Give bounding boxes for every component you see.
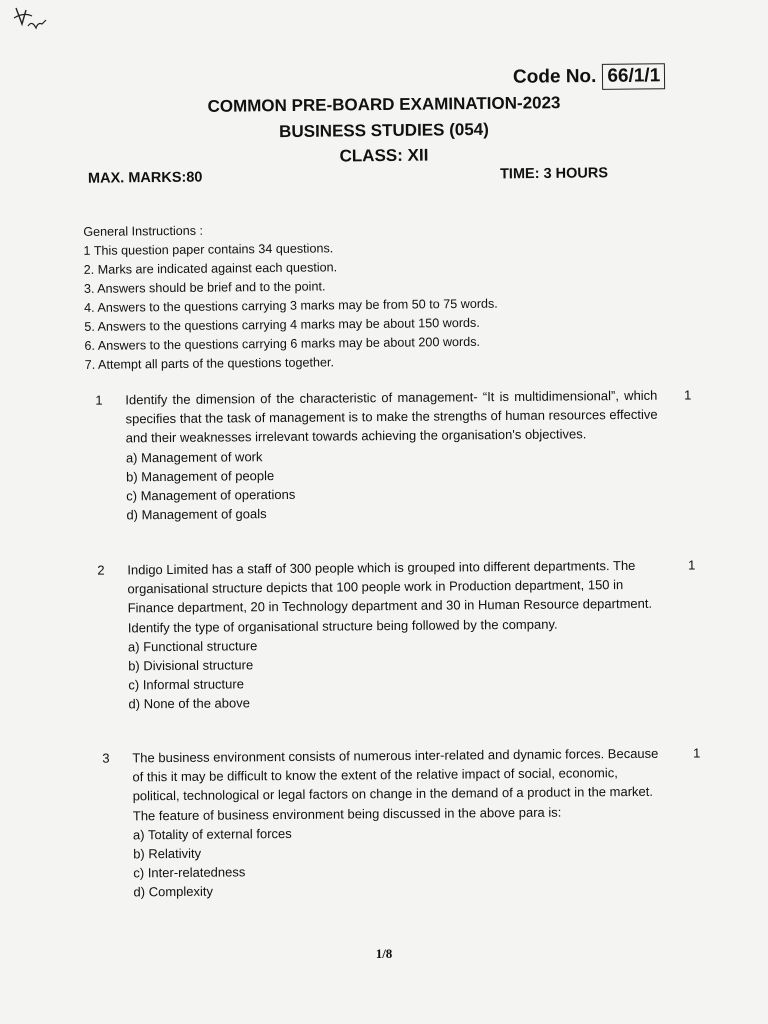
option: b) Divisional structure [128, 657, 254, 674]
option: c) Inter-relatedness [133, 864, 246, 881]
instruction-item: 1 This question paper contains 34 questions. [83, 241, 334, 258]
question-options [126, 443, 659, 524]
option: a) Functional structure [127, 638, 258, 655]
option: a) Management of work [125, 448, 263, 465]
subject-title: BUSINESS STUDIES (054) [279, 119, 489, 142]
code-label: Code No. [512, 65, 597, 88]
instructions-list [83, 236, 644, 375]
instruction-item: 2. Marks are indicated against each question. [83, 260, 338, 277]
question-marks: 1 [688, 557, 696, 573]
option: d) Complexity [133, 884, 214, 900]
question-text: The business environment consists of numerous inter-related and dynamic forces. Because of this it may be difficult to know the extent of the relative impact of social, economic, political, technological or legal factors on change in the demand of a product in the market. The feature of business environment being discussed in the above para is: [132, 745, 659, 823]
question-number: 2 [97, 562, 105, 578]
instruction-item: 4. Answers to the questions carrying 3 marks may be from 50 to 75 words. [84, 296, 498, 315]
general-instructions [83, 217, 645, 375]
question-1 [95, 385, 692, 550]
handwritten-mark-icon [10, 2, 50, 38]
option: c) Informal structure [128, 676, 244, 693]
option: c) Management of operations [126, 486, 296, 504]
question-number: 3 [102, 750, 110, 766]
page-number: 1/8 [375, 946, 393, 961]
class-title: CLASS: XII [339, 145, 429, 166]
question-2 [97, 555, 697, 735]
question-body [125, 386, 658, 525]
question-options [128, 633, 661, 714]
option: d) None of the above [128, 695, 250, 712]
question-text: Identify the dimension of the characteristic of management- “It is multidimensional”, which specifies that the task of management is to make the strengths of human resources effective and their weaknesses irrelevant towards achieving the organisation's objectives. [125, 387, 658, 446]
question-body [132, 744, 665, 902]
code-number [513, 63, 665, 91]
option: d) Management of goals [126, 506, 267, 523]
instruction-item: 5. Answers to the questions carrying 4 marks may be about 150 words. [84, 315, 480, 334]
option: a) Totality of external forces [132, 825, 292, 843]
question-number: 1 [95, 392, 103, 408]
question-body [127, 556, 660, 714]
instruction-item: 3. Answers should be brief and to the point. [83, 279, 326, 296]
option: b) Management of people [125, 467, 275, 485]
instructions-title: General Instructions : [83, 223, 204, 239]
code-value: 66/1/1 [602, 63, 665, 90]
marks-time-line [88, 165, 608, 186]
question-marks: 1 [684, 387, 692, 403]
option: b) Relativity [133, 845, 202, 862]
exam-time: TIME: 3 HOURS [499, 165, 609, 183]
question-text: Indigo Limited has a staff of 300 people which is grouped into different departments. The organisational structure depicts that 100 people work in Production department, 150 in Finance department, 20 in Technology department and 30 in Human Resource department. Identify the type of organisational structure being followed by the company. [127, 557, 653, 635]
question-options [133, 821, 666, 902]
instruction-item: 6. Answers to the questions carrying 6 marks may be about 200 words. [84, 334, 481, 353]
exam-title: COMMON PRE-BOARD EXAMINATION-2023 [207, 93, 561, 116]
question-marks: 1 [693, 745, 701, 761]
question-3 [102, 743, 702, 923]
max-marks: MAX. MARKS:80 [87, 169, 203, 187]
instruction-item: 7. Attempt all parts of the questions together. [84, 355, 335, 372]
